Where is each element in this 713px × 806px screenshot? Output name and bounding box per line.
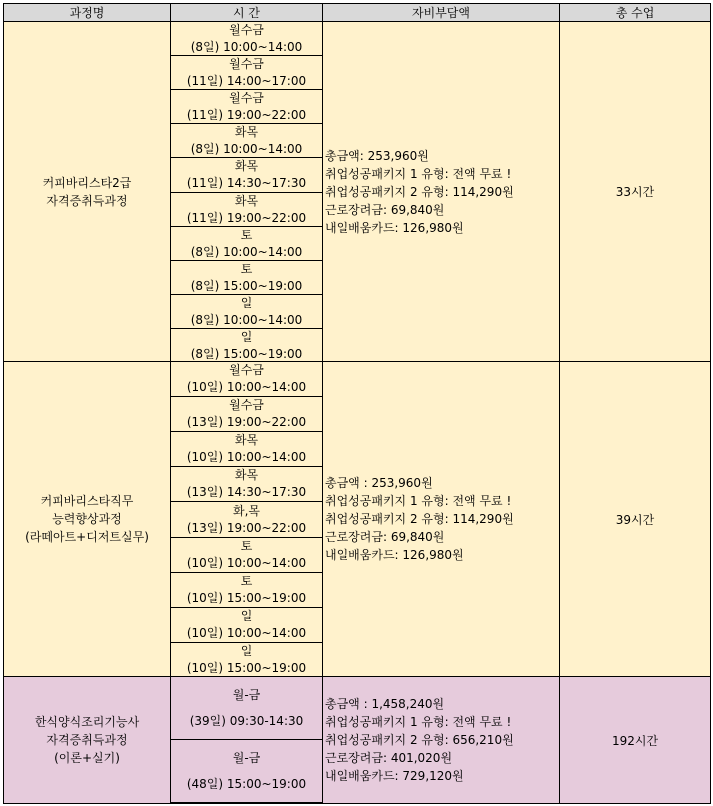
time-slot-days: 월수금: [229, 363, 264, 377]
time-slot: [170, 501, 323, 538]
time-slot-hours: (10일) 15:00~19:00: [186, 661, 307, 675]
time-column: [170, 361, 323, 677]
time-slot: [170, 157, 323, 193]
time-slot-days: 월수금: [229, 90, 264, 105]
time-slot-hours: (11일) 14:00~17:00: [186, 73, 307, 88]
course-name-line: (이론+실기): [54, 751, 120, 765]
time-slot-hours: (13일) 14:30~17:30: [186, 485, 307, 499]
course-name-cell: [3, 21, 171, 362]
course-name-line: 커피바리스타2급: [42, 175, 132, 190]
total-hours: 33시간: [615, 185, 655, 199]
time-slot-hours: (10일) 10:00~14:00: [186, 380, 307, 394]
time-slot-hours: (8일) 15:00~19:00: [190, 278, 303, 293]
time-slot-days: 월수금: [229, 56, 264, 71]
course-name-line: 커피바리스타직무: [40, 494, 134, 508]
time-slot-days: 화목: [234, 193, 259, 208]
header-cost: 자비부담액: [322, 3, 560, 22]
time-slot-days: 토: [240, 539, 253, 553]
cost-line: 내일배움카드: 729,120원: [325, 769, 464, 783]
cost-cell: [322, 676, 560, 804]
total-hours-cell: [559, 361, 711, 677]
time-slot: [170, 294, 323, 329]
time-slot: [170, 537, 323, 573]
course-name-cell: [3, 361, 171, 677]
time-slot-days: 토: [240, 227, 253, 242]
header-course: 과정명: [3, 3, 171, 22]
course-schedule-table: [3, 3, 711, 804]
course-name-line: (라떼아트+디저트실무): [25, 530, 149, 544]
time-slot-hours: (11일) 19:00~22:00: [186, 210, 307, 225]
course-name-line: 능력향상과정: [52, 512, 122, 526]
course-name-line: 자격증취득과정: [46, 733, 128, 747]
time-slot-days: 화목: [234, 159, 259, 173]
time-slot-days: 월-금: [232, 688, 261, 702]
time-slot: [170, 572, 323, 608]
time-slot: [170, 396, 323, 432]
time-slot-hours: (10일) 10:00~14:00: [186, 556, 307, 570]
time-slot-hours: (10일) 10:00~14:00: [186, 450, 307, 464]
time-slot-hours: (39일) 09:30-14:30: [189, 714, 304, 728]
cost-line: 내일배움카드: 126,980원: [325, 220, 464, 235]
cost-line: 근로장려금: 401,020원: [325, 751, 453, 765]
cost-line: 취업성공패키지 1 유형: 전액 무료 !: [325, 715, 512, 729]
time-column: [170, 21, 323, 362]
cost-line: 취업성공패키지 2 유형: 114,290원: [325, 512, 514, 526]
time-column: [170, 676, 323, 804]
time-slot: [170, 466, 323, 502]
cost-line: 총금액 : 1,458,240원: [325, 697, 445, 711]
time-slot: [170, 123, 323, 158]
time-slot-hours: (11일) 14:30~17:30: [186, 176, 307, 190]
time-slot-hours: (8일) 15:00~19:00: [190, 346, 303, 361]
time-slot-hours: (13일) 19:00~22:00: [186, 520, 307, 535]
time-slot: [170, 21, 323, 56]
time-slot: [170, 431, 323, 467]
cost-cell: [322, 21, 560, 362]
time-slot-days: 일: [240, 329, 253, 344]
cost-line: 근로장려금: 69,840원: [325, 202, 445, 217]
time-slot: [170, 361, 323, 397]
course-name-line: 자격증취득과정: [46, 193, 128, 208]
time-slot-days: 토: [240, 574, 253, 588]
header-total: 총 수업: [559, 3, 711, 22]
time-slot-hours: (13일) 19:00~22:00: [186, 415, 307, 429]
time-slot-days: 토: [240, 261, 253, 276]
time-slot-hours: (10일) 15:00~19:00: [186, 591, 307, 605]
cost-line: 내일배움카드: 126,980원: [325, 548, 464, 562]
time-slot-days: 화목: [234, 124, 259, 139]
time-slot-hours: (11일) 19:00~22:00: [186, 107, 307, 122]
cost-line: 총금액 : 253,960원: [325, 476, 433, 490]
cost-line: 취업성공패키지 1 유형: 전액 무료 !: [325, 494, 512, 508]
time-slot-days: 월수금: [229, 398, 264, 412]
header-time: 시 간: [170, 3, 323, 22]
total-hours: 39시간: [615, 512, 655, 527]
time-slot: [170, 607, 323, 643]
time-slot-days: 화목: [234, 433, 259, 447]
time-slot: [170, 328, 323, 363]
time-slot: [170, 739, 323, 803]
time-slot-hours: (8일) 10:00~14:00: [190, 141, 303, 156]
time-slot: [170, 676, 323, 740]
total-hours: 192시간: [611, 733, 659, 748]
time-slot: [170, 226, 323, 261]
time-slot: [170, 260, 323, 295]
time-slot-days: 화목: [234, 468, 259, 482]
time-slot: [170, 55, 323, 90]
time-slot-days: 일: [240, 644, 253, 658]
cost-cell: [322, 361, 560, 677]
total-hours-cell: [559, 21, 711, 362]
cost-line: 취업성공패키지 2 유형: 656,210원: [325, 733, 514, 747]
time-slot-hours: (8일) 10:00~14:00: [190, 244, 303, 259]
cost-line: 취업성공패키지 2 유형: 114,290원: [325, 184, 514, 199]
time-slot-hours: (10일) 10:00~14:00: [186, 626, 307, 640]
cost-line: 근로장려금: 69,840원: [325, 530, 445, 544]
time-slot-hours: (8일) 10:00~14:00: [190, 312, 303, 327]
cost-line: 취업성공패키지 1 유형: 전액 무료 !: [325, 166, 512, 181]
time-slot-days: 월수금: [229, 22, 264, 37]
time-slot-hours: (48일) 15:00~19:00: [186, 777, 307, 791]
time-slot-days: 화,목: [233, 503, 260, 518]
course-name-cell: [3, 676, 171, 804]
time-slot-hours: (8일) 10:00~14:00: [190, 39, 303, 54]
course-name-line: 한식양식조리기능사: [34, 715, 140, 729]
time-slot-days: 일: [240, 609, 253, 623]
cost-line: 총금액: 253,960원: [325, 148, 429, 163]
total-hours-cell: [559, 676, 711, 804]
time-slot: [170, 89, 323, 124]
time-slot-days: 일: [240, 295, 253, 310]
time-slot: [170, 192, 323, 227]
time-slot: [170, 642, 323, 678]
time-slot-days: 월-금: [232, 751, 261, 765]
